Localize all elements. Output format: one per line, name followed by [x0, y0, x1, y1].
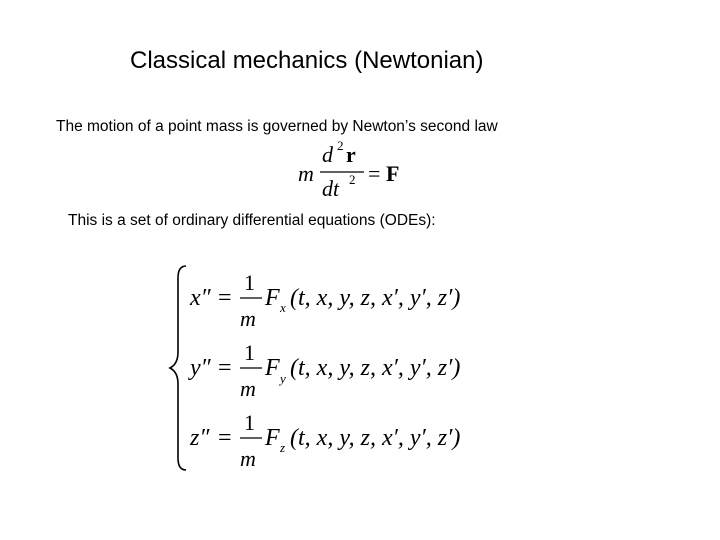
newton-law-equation [298, 138, 399, 201]
ode-fraction-denominator: m [240, 376, 256, 401]
ode-force-subscript: z [280, 440, 286, 455]
intro-text: The motion of a point mass is governed by Newton’s second law [56, 118, 498, 135]
ode-equals: = [218, 355, 232, 381]
denominator-power: 2 [349, 172, 356, 187]
ode-equals: = [218, 425, 232, 451]
ode-fraction-numerator: 1 [244, 410, 255, 435]
ode-arguments: (t, x, y, z, x′, y′, z′) [290, 355, 461, 381]
ode-force-subscript: y [280, 371, 286, 386]
ode-force: F [265, 355, 280, 381]
numerator-vector: r [346, 142, 356, 167]
ode-force: F [265, 425, 280, 451]
ode-force: F [265, 285, 280, 311]
ode-fraction-numerator: 1 [244, 270, 255, 295]
ode-arguments: (t, x, y, z, x′, y′, z′) [290, 425, 461, 451]
ode-row-z [189, 410, 460, 471]
ode-lhs: x″ [190, 285, 211, 311]
numerator-d: d [322, 142, 333, 167]
numerator-power: 2 [337, 138, 344, 153]
ode-fraction-denominator: m [240, 306, 256, 331]
ode-arguments: (t, x, y, z, x′, y′, z′) [290, 285, 461, 311]
ode-row-x [189, 270, 460, 331]
ode-equals: = [218, 285, 232, 311]
slide-title: Classical mechanics (Newtonian) [130, 47, 484, 74]
force-vector: F [386, 161, 400, 186]
ode-fraction-denominator: m [240, 446, 256, 471]
ode-lhs: y″ [190, 355, 211, 381]
ode-fraction-numerator: 1 [244, 340, 255, 365]
ode-lhs: z″ [190, 425, 210, 451]
ode-force-subscript: x [280, 300, 286, 315]
system-brace [170, 266, 186, 470]
mass-symbol: m [298, 161, 314, 186]
ode-intro-text: This is a set of ordinary differential equations (ODEs): [68, 212, 436, 229]
ode-row-y [188, 340, 460, 401]
denominator: dt [322, 176, 340, 201]
equals-sign: = [368, 161, 381, 186]
